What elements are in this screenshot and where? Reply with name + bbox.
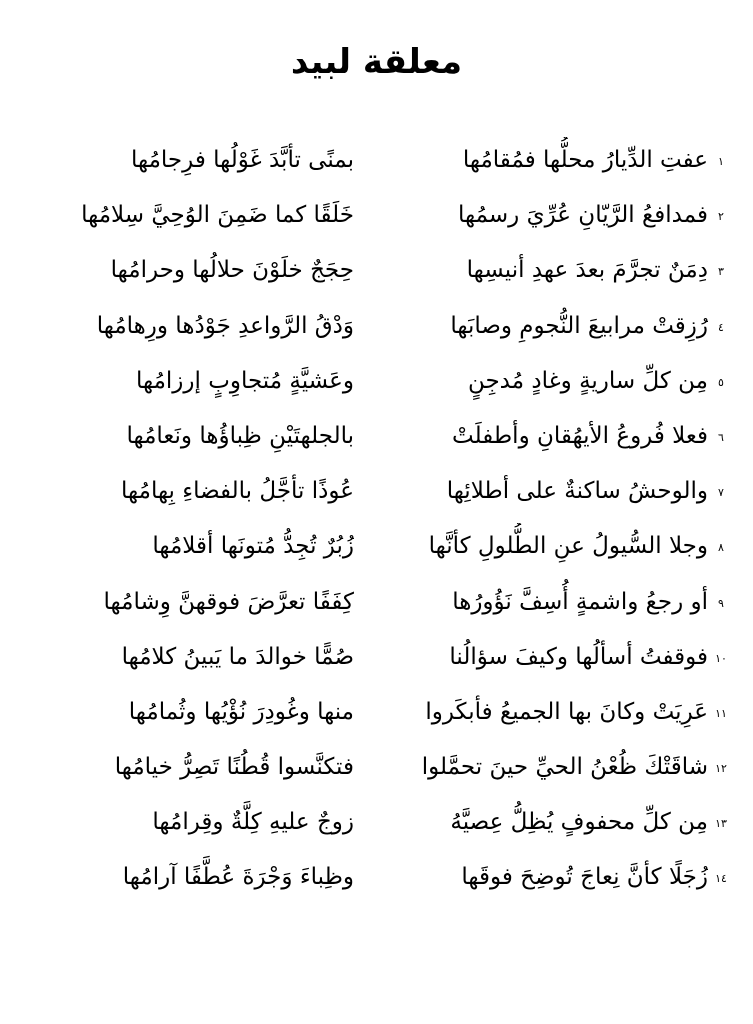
verse-row [0,795,753,850]
verse-number: ٤ [718,320,724,334]
verse-row [0,409,753,464]
verse-number: ١٤ [715,872,727,886]
verse-row [0,243,753,298]
verse-second-hemistich: زُبُرٌ تُجِدُّ مُتونَها أقلامُها [152,533,354,560]
verse-row [0,133,753,188]
verse-row [0,740,753,795]
verse-first-hemistich: رُزِقتْ مرابيعَ النُّجومِ وصابَها [450,312,708,339]
verse-first-hemistich: دِمَنٌ تجرَّمَ بعدَ عهدِ أنيسِها [466,257,708,284]
verse-row [0,850,753,905]
verse-second-hemistich: وظِباءَ وَجْرَةَ عُطَّفًا آرامُها [122,864,354,891]
verse-first-hemistich: شاقَتْكَ ظُعْنُ الحيِّ حينَ تحمَّلوا [421,754,708,781]
verse-second-hemistich: منها وغُودِرَ نُؤْيُها وثُمامُها [128,698,354,725]
verse-row [0,575,753,630]
verse-number: ١٠ [715,651,727,665]
verse-second-hemistich: وعَشيَّةٍ مُتجاوِبٍ إرزامُها [135,367,354,394]
verse-first-hemistich: مِن كلِّ ساريةٍ وغادٍ مُدجِنٍ [467,367,708,394]
verse-row [0,519,753,574]
verse-second-hemistich: حِجَجٌ خلَوْنَ حلالُها وحرامُها [110,257,354,284]
verse-number: ١ [718,155,724,168]
verse-number: ١٣ [715,817,727,831]
verse-number: ٢ [718,210,724,224]
verse-second-hemistich: كِفَفًا تعرَّضَ فوقهنَّ وِشامُها [103,588,354,615]
verse-second-hemistich: بالجلهتَيْنِ ظِباؤُها ونَعامُها [126,422,354,449]
verse-second-hemistich: بمنًى تأبَّدَ غَوْلُها فرِجامُها [131,147,354,173]
verse-second-hemistich: فتكنَّسوا قُطُنًا تَصِرُّ خيامُها [114,754,354,781]
verse-row [0,685,753,740]
verse-row [0,464,753,519]
verse-first-hemistich: والوحشُ ساكنةٌ على أطلائِها [446,478,708,505]
verse-number: ٧ [718,486,724,500]
verse-first-hemistich: فوقفتُ أسألُها وكيفَ سؤالُنا [449,643,708,670]
verse-first-hemistich: أو رجعُ واشمةٍ أُسِفَّ نَؤُورُها [452,588,708,615]
verse-number: ٦ [718,430,724,444]
verse-number: ٣ [718,265,724,279]
poem-verses [0,133,753,906]
verse-first-hemistich: فعلا فُروعُ الأيهُقانِ وأطفلَتْ [452,422,708,449]
verse-first-hemistich: مِن كلِّ محفوفٍ يُظِلُّ عِصيَّهُ [450,809,708,836]
verse-second-hemistich: عُوذًا تأجَّلُ بالفضاءِ بِهامُها [121,478,354,505]
verse-number: ٥ [718,375,724,389]
verse-number: ١١ [715,706,727,720]
verse-second-hemistich: زوجٌ عليهِ كِلَّةٌ وقِرامُها [152,809,354,836]
verse-first-hemistich: وجلا السُّيولُ عنِ الطُّلولِ كأنَّها [428,533,708,560]
poem-title: معلقة لبيد [290,42,463,82]
verse-second-hemistich: صُمًّا خوالدَ ما يَبينُ كلامُها [121,643,354,670]
verse-first-hemistich: فمدافعُ الرَّيّانِ عُرِّيَ رسمُها [457,202,708,229]
verse-number: ٩ [718,596,724,610]
verse-number: ٨ [718,541,724,555]
verse-second-hemistich: وَدْقُ الرَّواعدِ جَوْدُها ورِهامُها [96,312,354,339]
verse-number: ١٢ [715,762,727,776]
verse-row [0,299,753,354]
verse-row [0,354,753,409]
verse-first-hemistich: عَرِيَتْ وكانَ بها الجميعُ فأبكَروا [425,698,708,725]
verse-row [0,630,753,685]
verse-row [0,188,753,243]
verse-first-hemistich: زُجَلًا كأنَّ نِعاجَ تُوضِحَ فوقَها [461,864,708,891]
verse-second-hemistich: خَلَقًا كما ضَمِنَ الوُحِيَّ سِلامُها [81,202,354,229]
verse-first-hemistich: عفتِ الدِّيارُ محلُّها فمُقامُها [462,147,708,173]
